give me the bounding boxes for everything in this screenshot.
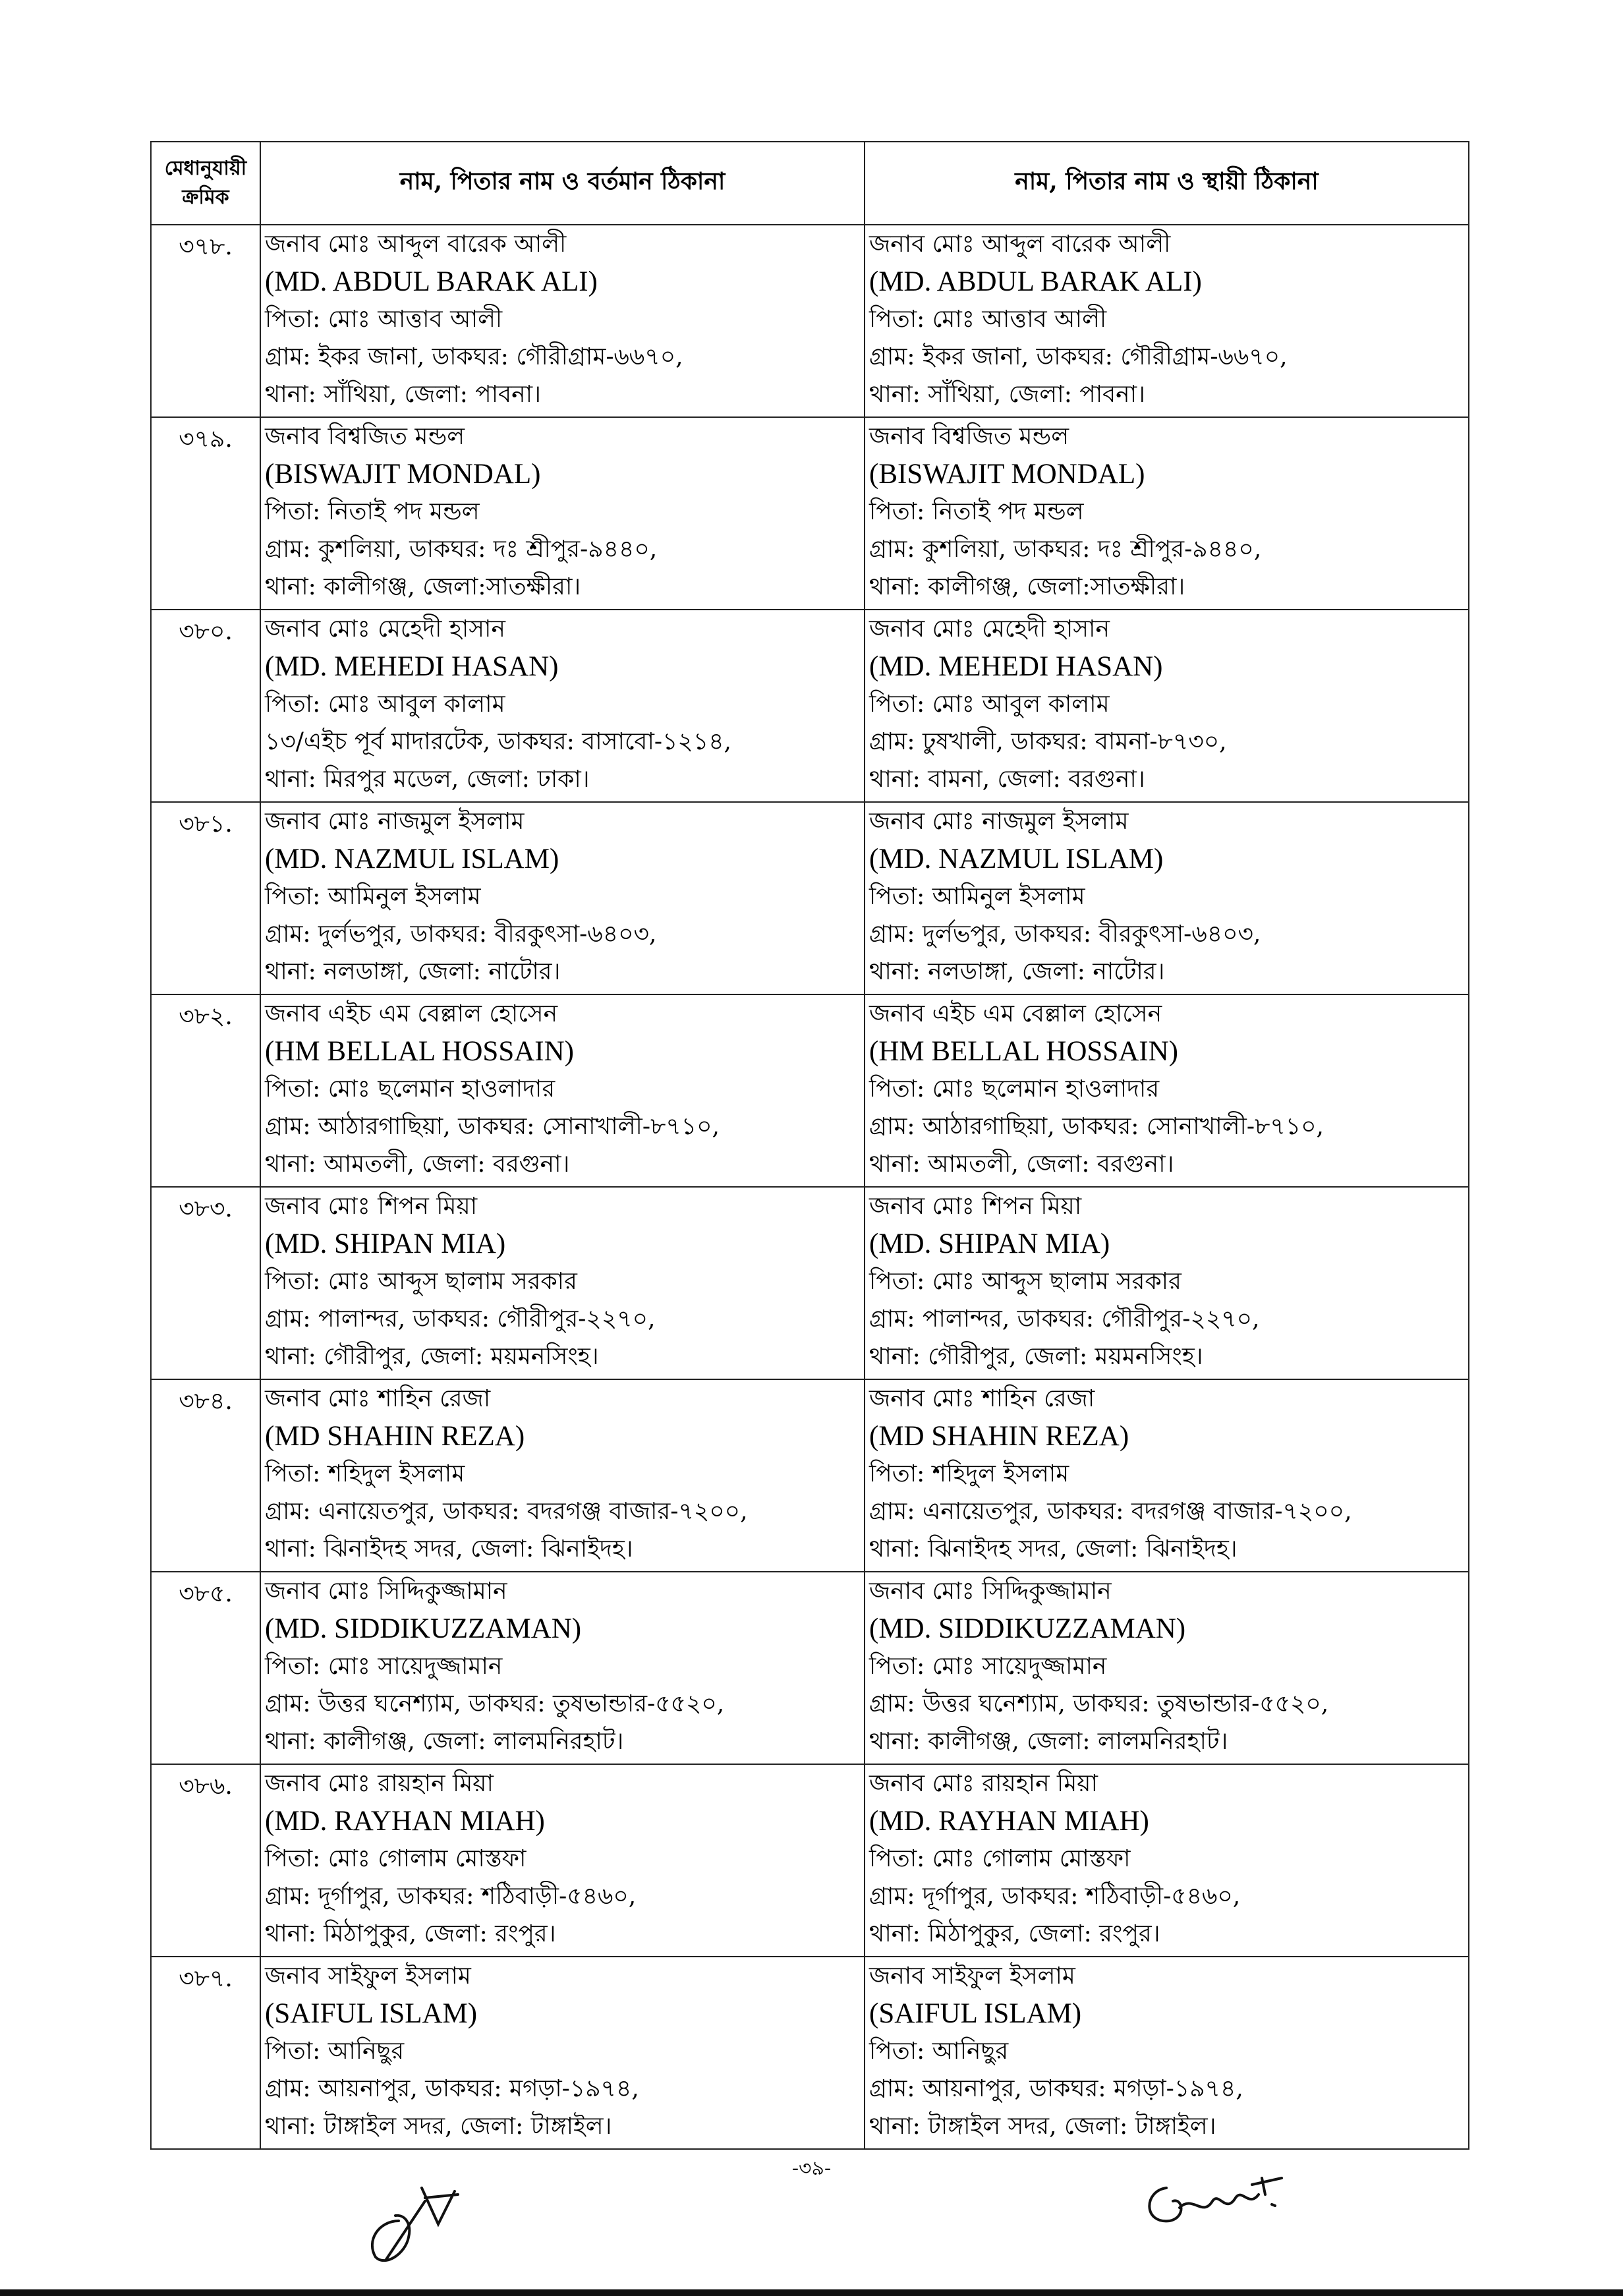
name-line: জনাব মোঃ নাজমুল ইসলাম [869, 808, 1129, 835]
header-present-address: নাম, পিতার নাম ও বর্তমান ঠিকানা [260, 142, 865, 225]
thana-district-line: থানা: আমতলী, জেলা: বরগুনা। [265, 1151, 570, 1178]
permanent-address-cell [865, 1572, 1469, 1764]
candidate-table [150, 141, 1469, 2150]
name-line: জনাব মোঃ রায়হান মিয়া [869, 1770, 1098, 1797]
page-number: -৩৯- [791, 2157, 832, 2180]
thana-district-line: থানা: নলডাঙ্গা, জেলা: নাটোর। [869, 958, 1165, 985]
village-post-line: গ্রাম: পালান্দর, ডাকঘর: গৌরীপুর-২২৭০, [265, 1306, 656, 1333]
serial-cell: ৩৮৬. [151, 1764, 260, 1957]
table-row [151, 1764, 1469, 1957]
village-post-line: গ্রাম: এনায়েতপুর, ডাকঘর: বদরগঞ্জ বাজার-৭২০০, [869, 1498, 1352, 1525]
name-line: জনাব মোঃ রায়হান মিয়া [265, 1770, 494, 1797]
thana-district-line: থানা: ঝিনাইদহ সদর, জেলা: ঝিনাইদহ। [869, 1535, 1238, 1563]
table-row [151, 417, 1469, 610]
father-name-line: পিতা: মোঃ গোলাম মোস্তফা [265, 1845, 527, 1872]
village-post-line: গ্রাম: দূর্গাপুর, ডাকঘর: শঠিবাড়ী-৫৪৬০, [869, 1883, 1241, 1910]
village-post-line: গ্রাম: ইকর জানা, ডাকঘর: গৌরীগ্রাম-৬৬৭০, [869, 343, 1288, 370]
table-row [151, 1957, 1469, 2149]
english-name-line: (SAIFUL ISLAM) [265, 1998, 478, 2029]
english-name-line: (MD. NAZMUL ISLAM) [265, 844, 559, 875]
father-name-line: পিতা: মোঃ আত্তাব আলী [869, 306, 1107, 333]
serial-cell: ৩৮১. [151, 802, 260, 994]
village-post-line: গ্রাম: ইকর জানা, ডাকঘর: গৌরীগ্রাম-৬৬৭০, [265, 343, 683, 370]
name-line: জনাব মোঃ সিদ্দিকুজ্জামান [265, 1578, 507, 1605]
thana-district-line: থানা: কালীগঞ্জ, জেলা: লালমনিরহাট। [869, 1728, 1228, 1755]
table-row [151, 1572, 1469, 1764]
serial-cell: ৩৮২. [151, 994, 260, 1187]
table-row [151, 610, 1469, 802]
present-address-cell [260, 1764, 865, 1957]
father-name-line: পিতা: শহিদুল ইসলাম [869, 1460, 1069, 1487]
thana-district-line: থানা: কালীগঞ্জ, জেলা:সাতক্ষীরা। [265, 573, 581, 600]
name-line: জনাব মোঃ শিপন মিয়া [869, 1193, 1082, 1220]
father-name-line: পিতা: মোঃ ছলেমান হাওলাদার [869, 1076, 1160, 1103]
thana-district-line: থানা: টাঙ্গাইল সদর, জেলা: টাঙ্গাইল। [265, 2113, 612, 2140]
present-address-cell [260, 1572, 865, 1764]
name-line: জনাব মোঃ আব্দুল বারেক আলী [869, 231, 1171, 258]
thana-district-line: থানা: মিঠাপুকুর, জেলা: রংপুর। [869, 1920, 1160, 1947]
permanent-address-cell [865, 225, 1469, 417]
village-post-line: গ্রাম: পালান্দর, ডাকঘর: গৌরীপুর-২২৭০, [869, 1306, 1260, 1333]
father-name-line: পিতা: আনিছুর [869, 2038, 1009, 2065]
village-post-line: গ্রাম: এনায়েতপুর, ডাকঘর: বদরগঞ্জ বাজার-৭২০০, [265, 1498, 748, 1525]
thana-district-line: থানা: ঝিনাইদহ সদর, জেলা: ঝিনাইদহ। [265, 1535, 633, 1563]
father-name-line: পিতা: শহিদুল ইসলাম [265, 1460, 465, 1487]
english-name-line: (MD SHAHIN REZA) [265, 1421, 525, 1452]
permanent-address-cell [865, 802, 1469, 994]
header-permanent-address: নাম, পিতার নাম ও স্থায়ী ঠিকানা [865, 142, 1469, 225]
name-line: জনাব মোঃ সিদ্দিকুজ্জামান [869, 1578, 1112, 1605]
village-post-line: গ্রাম: আঠারগাছিয়া, ডাকঘর: সোনাখালী-৮৭১০, [869, 1113, 1324, 1140]
thana-district-line: থানা: গৌরীপুর, জেলা: ময়মনসিংহ। [869, 1343, 1203, 1370]
permanent-address-cell [865, 1379, 1469, 1572]
english-name-line: (MD. RAYHAN MIAH) [265, 1806, 545, 1837]
name-line: জনাব মোঃ মেহেদী হাসান [265, 616, 505, 643]
present-address-cell [260, 417, 865, 610]
english-name-line: (HM BELLAL HOSSAIN) [265, 1036, 574, 1067]
name-line: জনাব মোঃ শাহিন রেজা [265, 1385, 491, 1412]
thana-district-line: থানা: কালীগঞ্জ, জেলা: লালমনিরহাট। [265, 1728, 624, 1755]
thana-district-line: থানা: টাঙ্গাইল সদর, জেলা: টাঙ্গাইল। [869, 2113, 1216, 2140]
village-post-line: গ্রাম: আয়নাপুর, ডাকঘর: মগড়া-১৯৭৪, [265, 2075, 639, 2102]
father-name-line: পিতা: মোঃ আব্দুস ছালাম সরকার [265, 1268, 577, 1295]
name-line: জনাব বিশ্বজিত মন্ডল [265, 423, 465, 450]
english-name-line: (MD. MEHEDI HASAN) [869, 651, 1163, 682]
father-name-line: পিতা: আনিছুর [265, 2038, 405, 2065]
table-row [151, 802, 1469, 994]
village-post-line: গ্রাম: আঠারগাছিয়া, ডাকঘর: সোনাখালী-৮৭১০, [265, 1113, 720, 1140]
english-name-line: (SAIFUL ISLAM) [869, 1998, 1082, 2029]
header-serial: মেধানুযায়ী ক্রমিক [151, 142, 260, 225]
serial-cell: ৩৮৭. [151, 1957, 260, 2149]
english-name-line: (MD. SHIPAN MIA) [869, 1228, 1110, 1259]
english-name-line: (MD. MEHEDI HASAN) [265, 651, 559, 682]
village-post-line: গ্রাম: কুশলিয়া, ডাকঘর: দঃ শ্রীপুর-৯৪৪০, [265, 536, 658, 563]
english-name-line: (HM BELLAL HOSSAIN) [869, 1036, 1178, 1067]
thana-district-line: থানা: মিঠাপুকুর, জেলা: রংপুর। [265, 1920, 556, 1947]
present-address-cell [260, 225, 865, 417]
village-post-line: ১৩/এইচ পূর্ব মাদারটেক, ডাকঘর: বাসাবো-১২১৪, [265, 728, 731, 755]
serial-cell: ৩৭৯. [151, 417, 260, 610]
name-line: জনাব মোঃ মেহেদী হাসান [869, 616, 1110, 643]
village-post-line: গ্রাম: উত্তর ঘনেশ্যাম, ডাকঘর: তুষভান্ডার-৫৫২০, [265, 1690, 725, 1717]
father-name-line: পিতা: মোঃ আব্দুস ছালাম সরকার [869, 1268, 1182, 1295]
signature-right [1140, 2168, 1292, 2241]
name-line: জনাব মোঃ শাহিন রেজা [869, 1385, 1095, 1412]
father-name-line: পিতা: মোঃ গোলাম মোস্তফা [869, 1845, 1131, 1872]
serial-cell: ৩৮৪. [151, 1379, 260, 1572]
permanent-address-cell [865, 610, 1469, 802]
village-post-line: গ্রাম: কুশলিয়া, ডাকঘর: দঃ শ্রীপুর-৯৪৪০, [869, 536, 1262, 563]
village-post-line: গ্রাম: দুর্লভপুর, ডাকঘর: বীরকুৎসা-৬৪০৩, [265, 921, 657, 948]
name-line: জনাব মোঃ আব্দুল বারেক আলী [265, 231, 567, 258]
present-address-cell [260, 1957, 865, 2149]
thana-district-line: থানা: সাঁথিয়া, জেলা: পাবনা। [265, 381, 541, 408]
serial-cell: ৩৭৮. [151, 225, 260, 417]
present-address-cell [260, 802, 865, 994]
name-line: জনাব মোঃ নাজমুল ইসলাম [265, 808, 525, 835]
present-address-cell [260, 1379, 865, 1572]
father-name-line: পিতা: মোঃ আত্তাব আলী [265, 306, 503, 333]
present-address-cell [260, 1187, 865, 1379]
english-name-line: (MD. NAZMUL ISLAM) [869, 844, 1164, 875]
signature-left [359, 2175, 471, 2267]
name-line: জনাব মোঃ শিপন মিয়া [265, 1193, 478, 1220]
village-post-line: গ্রাম: আয়নাপুর, ডাকঘর: মগড়া-১৯৭৪, [869, 2075, 1243, 2102]
english-name-line: (MD. ABDUL BARAK ALI) [265, 266, 598, 297]
english-name-line: (MD. SHIPAN MIA) [265, 1228, 506, 1259]
table-row [151, 1379, 1469, 1572]
father-name-line: পিতা: নিতাই পদ মন্ডল [265, 498, 480, 525]
name-line: জনাব এইচ এম বেল্লাল হোসেন [869, 1000, 1162, 1027]
english-name-line: (BISWAJIT MONDAL) [265, 459, 541, 490]
village-post-line: গ্রাম: দূর্গাপুর, ডাকঘর: শঠিবাড়ী-৫৪৬০, [265, 1883, 637, 1910]
english-name-line: (MD. RAYHAN MIAH) [869, 1806, 1149, 1837]
name-line: জনাব এইচ এম বেল্লাল হোসেন [265, 1000, 558, 1027]
thana-district-line: থানা: নলডাঙ্গা, জেলা: নাটোর। [265, 958, 561, 985]
table-header-row [151, 142, 1469, 225]
thana-district-line: থানা: আমতলী, জেলা: বরগুনা। [869, 1151, 1174, 1178]
permanent-address-cell [865, 1764, 1469, 1957]
father-name-line: পিতা: মোঃ সায়েদুজ্জামান [265, 1653, 503, 1680]
table-row [151, 994, 1469, 1187]
name-line: জনাব সাইফুল ইসলাম [265, 1963, 471, 1990]
english-name-line: (MD. ABDUL BARAK ALI) [869, 266, 1202, 297]
english-name-line: (MD. SIDDIKUZZAMAN) [265, 1613, 582, 1644]
thana-district-line: থানা: বামনা, জেলা: বরগুনা। [869, 766, 1145, 793]
thana-district-line: থানা: কালীগঞ্জ, জেলা:সাতক্ষীরা। [869, 573, 1185, 600]
permanent-address-cell [865, 417, 1469, 610]
village-post-line: গ্রাম: উত্তর ঘনেশ্যাম, ডাকঘর: তুষভান্ডার-৫৫২০, [869, 1690, 1329, 1717]
village-post-line: গ্রাম: ঢুষখালী, ডাকঘর: বামনা-৮৭৩০, [869, 728, 1227, 755]
english-name-line: (BISWAJIT MONDAL) [869, 459, 1145, 490]
serial-cell: ৩৮৫. [151, 1572, 260, 1764]
present-address-cell [260, 610, 865, 802]
table-row [151, 225, 1469, 417]
father-name-line: পিতা: নিতাই পদ মন্ডল [869, 498, 1084, 525]
name-line: জনাব সাইফুল ইসলাম [869, 1963, 1075, 1990]
father-name-line: পিতা: মোঃ ছলেমান হাওলাদার [265, 1076, 555, 1103]
father-name-line: পিতা: মোঃ সায়েদুজ্জামান [869, 1653, 1107, 1680]
english-name-line: (MD SHAHIN REZA) [869, 1421, 1129, 1452]
permanent-address-cell [865, 1957, 1469, 2149]
serial-cell: ৩৮৩. [151, 1187, 260, 1379]
serial-cell: ৩৮০. [151, 610, 260, 802]
permanent-address-cell [865, 994, 1469, 1187]
thana-district-line: থানা: মিরপুর মডেল, জেলা: ঢাকা। [265, 766, 590, 793]
father-name-line: পিতা: আমিনুল ইসলাম [869, 883, 1085, 910]
bottom-border [0, 2289, 1623, 2296]
father-name-line: পিতা: মোঃ আবুল কালাম [265, 691, 505, 718]
thana-district-line: থানা: সাঁথিয়া, জেলা: পাবনা। [869, 381, 1145, 408]
permanent-address-cell [865, 1187, 1469, 1379]
thana-district-line: থানা: গৌরীপুর, জেলা: ময়মনসিংহ। [265, 1343, 599, 1370]
father-name-line: পিতা: আমিনুল ইসলাম [265, 883, 481, 910]
village-post-line: গ্রাম: দুর্লভপুর, ডাকঘর: বীরকুৎসা-৬৪০৩, [869, 921, 1261, 948]
english-name-line: (MD. SIDDIKUZZAMAN) [869, 1613, 1186, 1644]
present-address-cell [260, 994, 865, 1187]
table-row [151, 1187, 1469, 1379]
name-line: জনাব বিশ্বজিত মন্ডল [869, 423, 1069, 450]
father-name-line: পিতা: মোঃ আবুল কালাম [869, 691, 1110, 718]
